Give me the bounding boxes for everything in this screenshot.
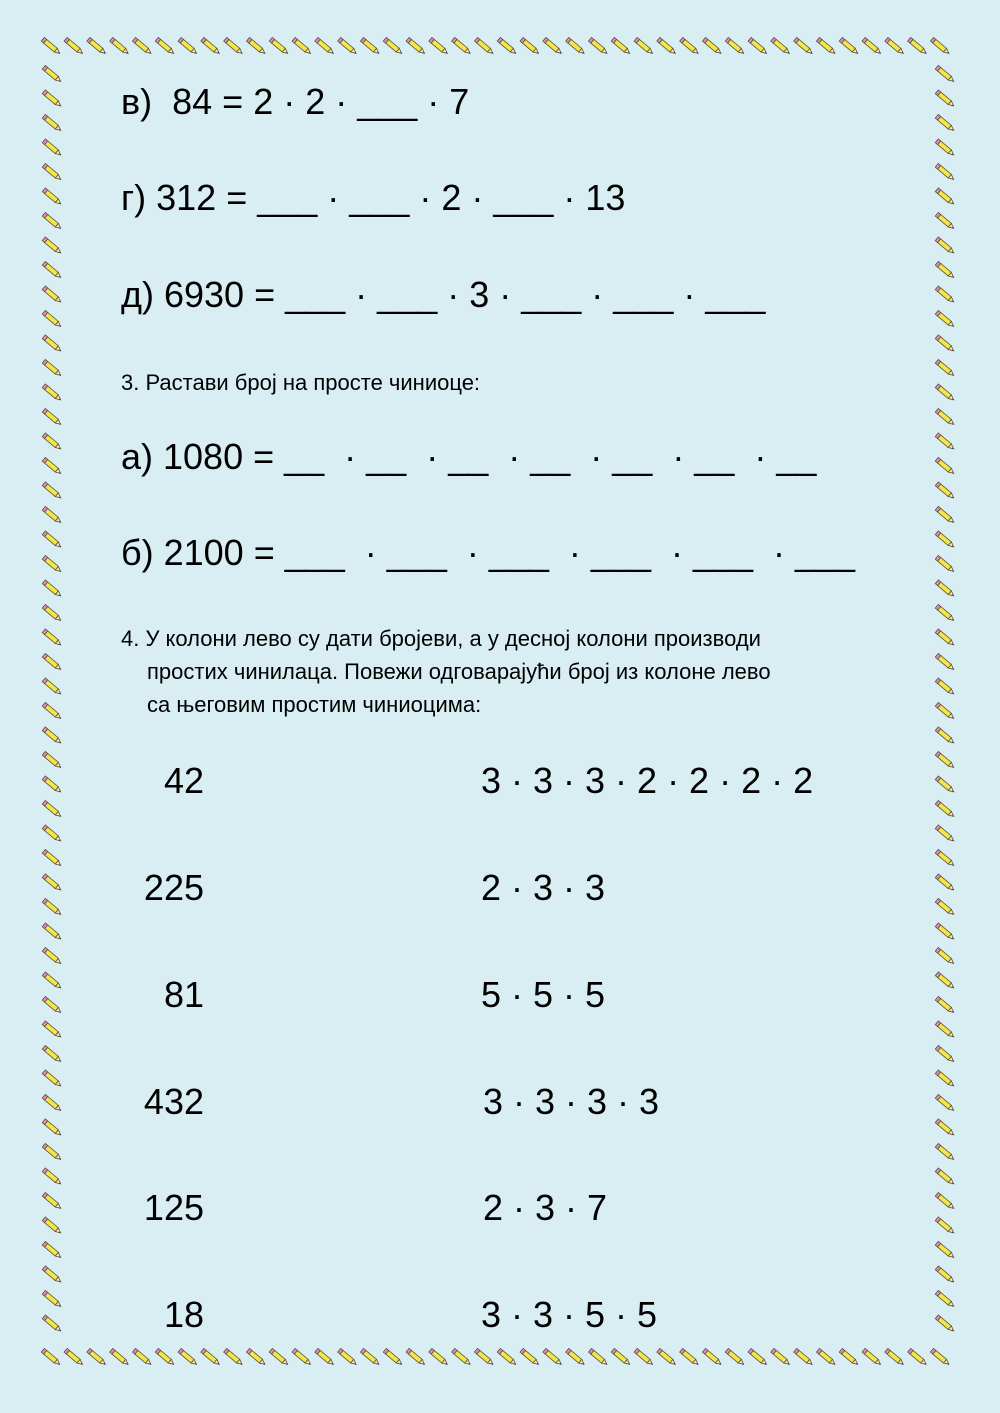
pencil-icon [680,1348,700,1366]
pencil-icon [269,1348,289,1366]
right-product-2: 2 · 3 · 3 [481,867,606,908]
pencil-icon [132,37,152,55]
pencil-icon [42,874,62,892]
pencil-icon [611,37,631,55]
pencil-icon [42,163,62,181]
pencil-icon [935,1290,955,1308]
pencil-icon [42,702,62,720]
left-number-2: 225 [143,867,204,908]
pencil-icon [42,139,62,157]
pencil-icon [935,849,955,867]
pencil-icon [935,212,955,230]
pencil-icon [935,800,955,818]
task-4-title-line-3: са његовим простим чиниоцима: [147,692,482,717]
pencil-icon [42,188,62,206]
pencil-icon [429,1348,449,1366]
pencil-icon [42,114,62,132]
pencil-icon [360,37,380,55]
task-2g-line: г) 312 = ___ · ___ · 2 · ___ · 13 [121,177,626,218]
right-product-6: 3 · 3 · 5 · 5 [481,1294,658,1335]
pencil-icon [862,1348,882,1366]
pencil-icon [64,37,84,55]
pencil-icon [935,286,955,304]
pencil-icon [935,702,955,720]
pencil-icon [935,898,955,916]
pencil-icon [935,1119,955,1137]
pencil-icon [42,212,62,230]
pencil-icon [935,261,955,279]
pencil-icon [935,114,955,132]
pencil-icon [566,1348,586,1366]
pencil-icon [42,384,62,402]
pencil-icon [42,433,62,451]
pencil-icon [474,1348,494,1366]
pencil-icon [935,776,955,794]
pencil-icon [42,310,62,328]
pencil-icon [935,359,955,377]
pencil-icon [935,947,955,965]
pencil-icon [935,1168,955,1186]
pencil-icon [42,1192,62,1210]
pencil-icon [474,37,494,55]
left-number-6: 18 [163,1294,204,1335]
pencil-icon [935,1266,955,1284]
pencil-icon [42,678,62,696]
pencil-icon [634,37,654,55]
pencil-icon [292,37,312,55]
pencil-icon [42,482,62,500]
pencil-icon [42,457,62,475]
pencil-icon [935,580,955,598]
pencil-icon [935,727,955,745]
pencil-icon [42,751,62,769]
pencil-icon [42,653,62,671]
pencil-icon [292,1348,312,1366]
pencil-icon [452,37,472,55]
pencil-icon [110,37,130,55]
pencil-icon [935,139,955,157]
pencil-icon [588,1348,608,1366]
pencil-icon [42,237,62,255]
pencil-icon [680,37,700,55]
pencil-icon [634,1348,654,1366]
pencil-icon [935,972,955,990]
pencil-icon [42,1143,62,1161]
pencil-icon [42,531,62,549]
pencil-icon [42,65,62,83]
task-3b-line: б) 2100 = ___ · ___ · ___ · ___ · ___ · ___ [121,532,856,573]
pencil-icon [935,163,955,181]
pencil-icon [42,727,62,745]
pencil-icon [269,37,289,55]
pencil-icon [935,629,955,647]
pencil-icon [246,1348,266,1366]
pencil-icon [908,37,928,55]
pencil-icon [771,37,791,55]
pencil-icon [839,1348,859,1366]
task-3a-line: а) 1080 = __ · __ · __ · __ · __ · __ · __ [121,436,817,477]
pencil-icon [935,482,955,500]
pencil-icon [315,1348,335,1366]
border-bottom [41,1348,950,1366]
pencil-icon [935,310,955,328]
left-number-1: 42 [163,760,204,801]
pencil-icon [224,1348,244,1366]
task-4-title-line-1: 4. У колони лево су дати бројеви, а у десној колони производи [121,626,761,651]
pencil-icon [42,1241,62,1259]
pencil-icon [771,1348,791,1366]
pencil-icon [64,1348,84,1366]
pencil-icon [839,37,859,55]
pencil-icon [908,1348,928,1366]
pencil-icon [935,188,955,206]
pencil-icon [201,1348,221,1366]
pencil-icon [42,359,62,377]
pencil-icon [178,1348,198,1366]
pencil-icon [543,37,563,55]
task-2v-line: в) 84 = 2 · 2 · ___ · 7 [121,81,470,122]
left-number-5: 125 [143,1187,204,1228]
pencil-icon [246,37,266,55]
pencil-icon [935,604,955,622]
pencil-icon [935,1192,955,1210]
task-4-title-line-2: простих чинилаца. Повежи одговарајући број из колоне лево [147,659,771,684]
pencil-icon [816,1348,836,1366]
pencil-icon [702,37,722,55]
pencil-icon [935,506,955,524]
pencil-icon [497,37,517,55]
pencil-icon [42,1119,62,1137]
pencil-icon [794,37,814,55]
pencil-icon [42,1045,62,1063]
pencil-icon [543,1348,563,1366]
pencil-icon [930,1348,950,1366]
pencil-icon [42,1094,62,1112]
pencil-icon [87,37,107,55]
pencil-icon [360,1348,380,1366]
pencil-icon [41,1348,61,1366]
pencil-icon [42,286,62,304]
pencil-icon [42,90,62,108]
pencil-icon [42,1217,62,1235]
pencil-icon [315,37,335,55]
pencil-icon [42,629,62,647]
left-number-3: 81 [163,974,204,1015]
pencil-icon [406,37,426,55]
pencil-icon [429,37,449,55]
border-right [935,65,955,1332]
pencil-icon [935,678,955,696]
pencil-icon [935,751,955,769]
pencil-icon [42,580,62,598]
pencil-icon [935,1070,955,1088]
pencil-icon [406,1348,426,1366]
pencil-icon [588,37,608,55]
pencil-icon [42,1021,62,1039]
pencil-icon [935,1143,955,1161]
pencil-icon [725,37,745,55]
pencil-icon [338,1348,358,1366]
pencil-icon [935,653,955,671]
pencil-icon [42,335,62,353]
pencil-icon [702,1348,722,1366]
pencil-icon [862,37,882,55]
pencil-icon [42,898,62,916]
pencil-icon [935,433,955,451]
pencil-icon [935,1021,955,1039]
pencil-icon [935,555,955,573]
pencil-icon [201,37,221,55]
border-left [42,65,62,1332]
pencil-icon [885,1348,905,1366]
pencil-icon [42,408,62,426]
pencil-icon [930,37,950,55]
right-product-4: 3 · 3 · 3 · 3 [483,1081,660,1122]
pencil-icon [178,37,198,55]
border-top [41,37,950,55]
pencil-icon [816,37,836,55]
task-2d-line: д) 6930 = ___ · ___ · 3 · ___ · ___ · ___ [121,274,766,315]
pencil-icon [42,923,62,941]
pencil-icon [885,37,905,55]
pencil-icon [42,1168,62,1186]
pencil-icon [748,1348,768,1366]
pencil-icon [935,65,955,83]
pencil-icon [383,1348,403,1366]
pencil-icon [935,457,955,475]
pencil-icon [42,1266,62,1284]
pencil-icon [452,1348,472,1366]
pencil-icon [657,37,677,55]
pencil-icon [383,37,403,55]
pencil-icon [725,1348,745,1366]
pencil-icon [935,825,955,843]
pencil-icon [935,923,955,941]
pencil-icon [42,604,62,622]
pencil-icon [935,1094,955,1112]
pencil-icon [935,996,955,1014]
pencil-icon [110,1348,130,1366]
pencil-icon [935,237,955,255]
pencil-icon [42,1070,62,1088]
pencil-icon [42,996,62,1014]
pencil-icon [748,37,768,55]
pencil-icon [42,800,62,818]
right-product-5: 2 · 3 · 7 [483,1187,608,1228]
pencil-icon [224,37,244,55]
pencil-icon [42,825,62,843]
pencil-icon [155,37,175,55]
pencil-icon [935,1045,955,1063]
pencil-icon [155,1348,175,1366]
pencil-icon [42,555,62,573]
task-3-title: 3. Растави број на просте чиниоце: [121,370,481,395]
pencil-icon [935,90,955,108]
pencil-icon [794,1348,814,1366]
pencil-icon [935,1241,955,1259]
pencil-icon [935,1217,955,1235]
pencil-icon [935,408,955,426]
pencil-icon [935,384,955,402]
pencil-icon [87,1348,107,1366]
pencil-icon [520,1348,540,1366]
pencil-icon [42,776,62,794]
pencil-icon [42,506,62,524]
pencil-icon [657,1348,677,1366]
pencil-icon [42,849,62,867]
pencil-icon [935,335,955,353]
pencil-icon [42,972,62,990]
pencil-icon [611,1348,631,1366]
left-number-4: 432 [143,1081,204,1122]
right-product-1: 3 · 3 · 3 · 2 · 2 · 2 · 2 [481,760,814,801]
pencil-icon [520,37,540,55]
pencil-icon [935,1315,955,1333]
pencil-icon [935,531,955,549]
pencil-icon [41,37,61,55]
pencil-icon [42,1290,62,1308]
pencil-icon [132,1348,152,1366]
right-product-3: 5 · 5 · 5 [481,974,606,1015]
pencil-icon [42,947,62,965]
pencil-icon [566,37,586,55]
pencil-icon [935,874,955,892]
pencil-icon [338,37,358,55]
pencil-icon [497,1348,517,1366]
pencil-icon [42,261,62,279]
pencil-icon [42,1315,62,1333]
